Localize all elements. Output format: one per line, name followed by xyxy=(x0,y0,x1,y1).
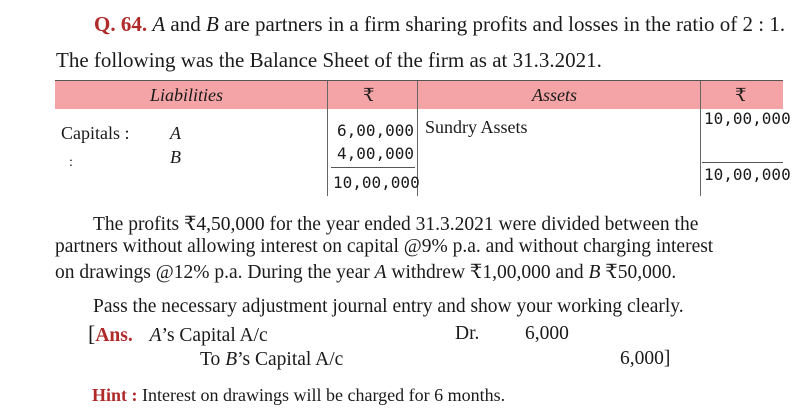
balance-sheet-table xyxy=(55,80,791,196)
capital-a-amount: 6,00,000 xyxy=(337,121,415,140)
divider-asset-amount xyxy=(700,81,701,196)
liab-total-rule xyxy=(331,167,415,168)
partner-b-ref: B xyxy=(206,12,219,36)
header-asset-amount: ₹ xyxy=(735,85,747,105)
header-liabilities: Liabilities xyxy=(150,85,224,105)
asset-total: 10,00,000 xyxy=(704,165,791,184)
paragraph-partner-b: B xyxy=(588,262,601,283)
divider-liab-amount xyxy=(327,81,328,196)
credit-prefix: To xyxy=(200,349,226,370)
answer-debit-line xyxy=(88,321,268,347)
hint-text: Interest on drawings will be charged for 6 months. xyxy=(137,385,506,405)
paragraph-line-1: The profits ₹4,50,000 for the year ended 31.3.2021 were divided between the xyxy=(93,214,699,235)
answer-dr: Dr. xyxy=(455,323,480,344)
header-assets: Assets xyxy=(532,85,577,105)
paragraph-line-3a: on drawings @12% p.a. During the year xyxy=(55,262,375,283)
paragraph-line-3 xyxy=(55,260,676,284)
asset-total-rule xyxy=(702,162,783,163)
colon-mark: : xyxy=(69,155,73,170)
capital-partner-a: A xyxy=(170,123,181,143)
partner-a-ref: A xyxy=(152,12,166,36)
and-word: and xyxy=(165,12,206,36)
hint-label: Hint : xyxy=(92,385,138,405)
answer-bracket: [ xyxy=(88,321,96,346)
answer-credit-amount: 6,000] xyxy=(620,348,671,369)
answer-credit-line xyxy=(200,349,343,371)
answer-debit-amount: 6,000 xyxy=(525,323,569,344)
paragraph-line-4: Pass the necessary adjustment journal entry and show your working clearly. xyxy=(93,296,684,317)
question-line-1-rest: are partners in a firm sharing profits and losses in the ratio of 2 : 1. xyxy=(218,12,786,36)
debit-account: ’s Capital A/c xyxy=(161,325,268,346)
asset-value: 10,00,000 xyxy=(704,109,791,128)
question-line-1 xyxy=(94,12,785,37)
capital-partner-b: B xyxy=(170,147,181,167)
debit-partner: A xyxy=(149,325,162,346)
paragraph-line-3b: withdrew ₹1,00,000 and xyxy=(386,262,589,283)
capitals-label: Capitals : xyxy=(61,123,130,143)
header-liab-amount: ₹ xyxy=(363,85,375,105)
answer-label: Ans. xyxy=(95,325,133,346)
capital-b-amount: 4,00,000 xyxy=(337,144,415,163)
question-line-2: The following was the Balance Sheet of the firm as at 31.3.2021. xyxy=(56,48,602,72)
liab-total: 10,00,000 xyxy=(333,173,420,192)
asset-sundry-assets: Sundry Assets xyxy=(425,117,528,137)
credit-account: ’s Capital A/c xyxy=(237,349,344,370)
credit-partner: B xyxy=(225,349,238,370)
question-number: Q. 64. xyxy=(94,12,148,36)
paragraph-line-2: partners without allowing interest on capital @9% p.a. and without charging interest xyxy=(55,236,714,257)
paragraph-partner-a: A xyxy=(374,262,387,283)
paragraph-line-3c: ₹50,000. xyxy=(600,262,677,283)
hint-line xyxy=(92,385,505,406)
